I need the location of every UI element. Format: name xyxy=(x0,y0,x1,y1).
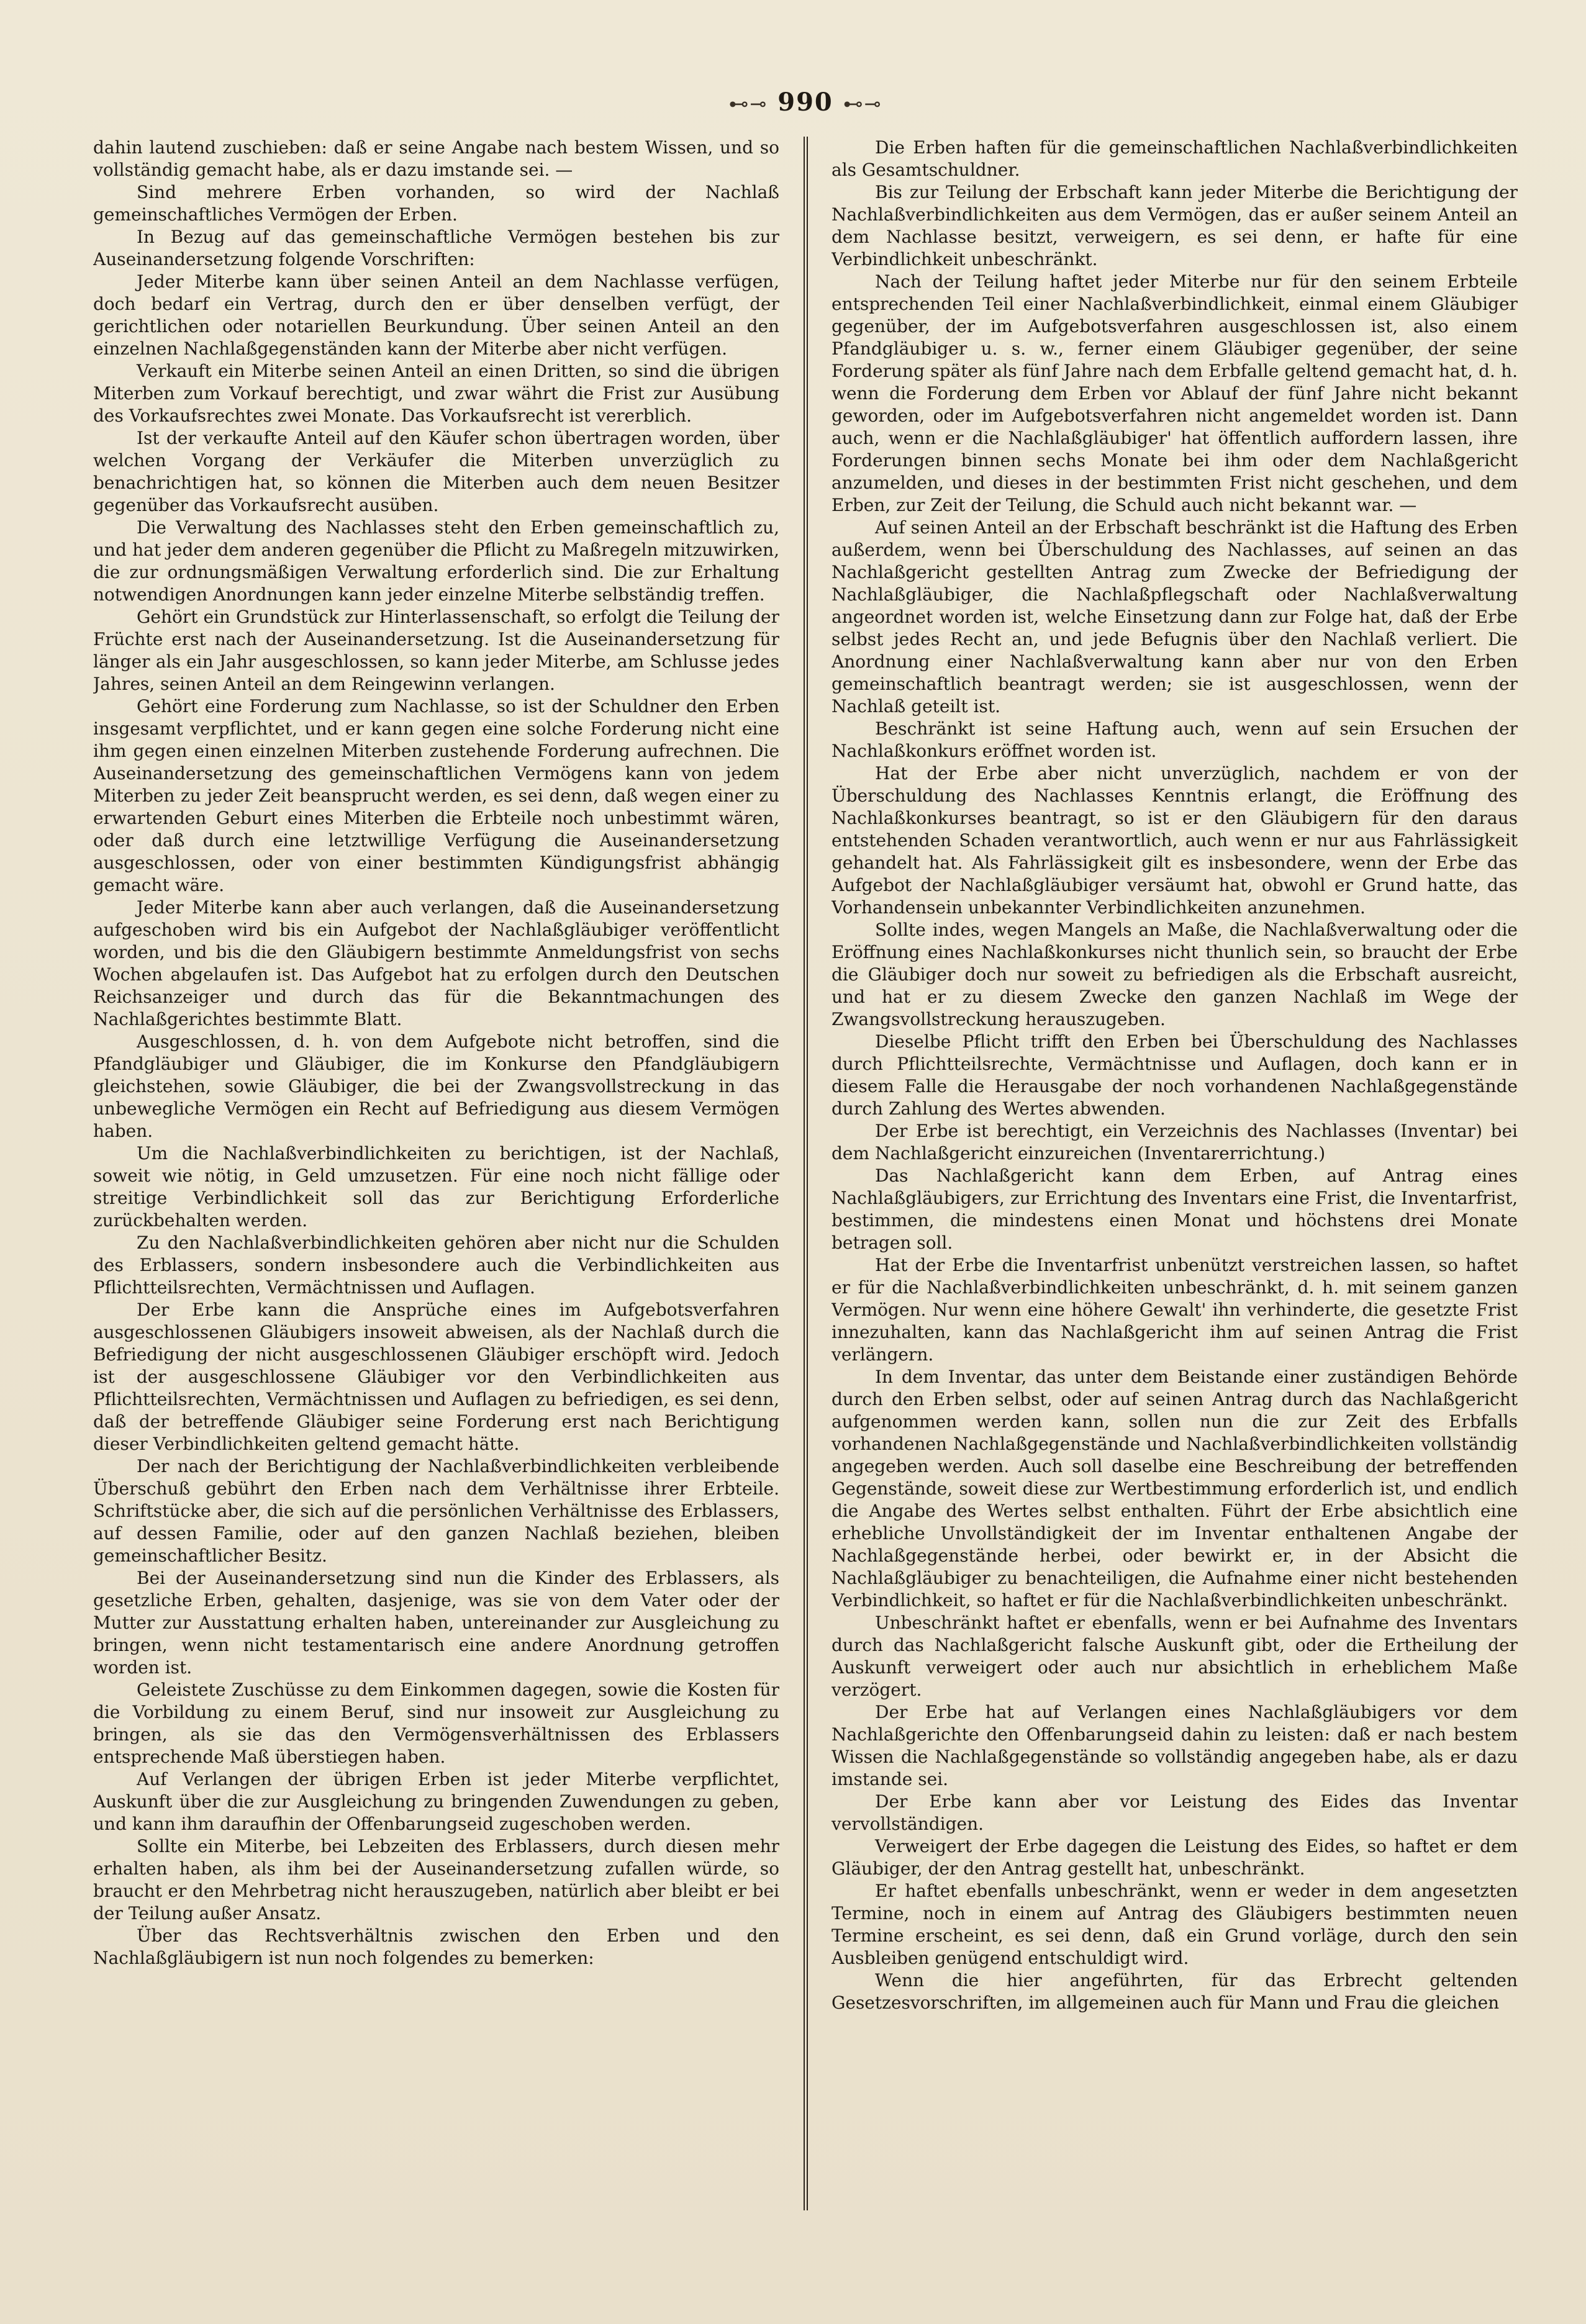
paragraph: Hat der Erbe aber nicht unverzüglich, nachdem er von der Überschuldung des Nachlasses Kenntnis erlangt, die Eröffnung des Nachlaßkonkurses beantragt, so ist er den Gläubigern für den daraus entstehenden Schaden verantwortlich, auch wenn er nur aus Fahrlässigkeit gehandelt hat. Als Fahrlässigkeit gilt es insbesondere, wenn der Erbe das Aufgebot der Nachlaßgläubiger versäumt hat, obwohl er Grund hatte, das Vorhandensein unbekannter Verbindlichkeiten anzunehmen. xyxy=(832,763,1518,918)
paragraph: Der Erbe ist berechtigt, ein Verzeichnis des Nachlasses (Inventar) bei dem Nachlaßgericht einzureichen (Inventarerrichtung.) xyxy=(832,1121,1518,1164)
paragraph: Bei der Auseinandersetzung sind nun die Kinder des Erblassers, als gesetzliche Erben, gehalten, dasjenige, was sie von dem Vater oder der Mutter zur Ausstattung erhalten haben, untereinander zur Ausgleichung zu bringen, wenn nicht testamentarisch eine andere Anordnung getroffen worden ist. xyxy=(93,1568,779,1678)
paragraph: Ausgeschlossen, d. h. von dem Aufgebote nicht betroffen, sind die Pfandgläubiger und Gläubiger, die im Konkurse den Pfandgläubigern gleichstehen, sowie Gläubiger, die bei der Zwangsvollstreckung in das unbewegliche Vermögen ein Recht auf Befriedigung aus diesem Vermögen haben. xyxy=(93,1031,779,1141)
paragraph: Wenn die hier angeführten, für das Erbrecht geltenden Gesetzesvorschriften, im allgemeinen auch für Mann und Frau die gleichen xyxy=(832,1970,1518,2013)
paragraph: Das Nachlaßgericht kann dem Erben, auf Antrag eines Nachlaßgläubigers, zur Errichtung des Inventars eine Frist, die Inventarfrist, bestimmen, die mindestens einen Monat und höchstens drei Monate betragen soll. xyxy=(832,1165,1518,1253)
paragraph: Jeder Miterbe kann aber auch verlangen, daß die Auseinandersetzung aufgeschoben wird bis ein Aufgebot der Nachlaßgläubiger veröffentlicht worden, und bis die den Gläubigern bestimmte Anmeldungsfrist von sechs Wochen abgelaufen ist. Das Aufgebot hat zu erfolgen durch den Deutschen Reichsanzeiger und durch das für die Bekanntmachungen des Nachlaßgerichtes bestimmte Blatt. xyxy=(93,897,779,1029)
paragraph: Über das Rechtsverhältnis zwischen den Erben und den Nachlaßgläubigern ist nun noch folgendes zu bemerken: xyxy=(93,1925,779,1968)
paragraph: Der Erbe kann aber vor Leistung des Eides das Inventar vervollständigen. xyxy=(832,1791,1518,1834)
page-header xyxy=(93,81,1518,124)
text-columns xyxy=(93,137,1518,2210)
paragraph: Um die Nachlaßverbindlichkeiten zu berichtigen, ist der Nachlaß, soweit wie nötig, in Geld umzusetzen. Für eine noch nicht fällige oder streitige Verbindlichkeit soll das zur Berichtigung Erforderliche zurückbehalten werden. xyxy=(93,1143,779,1231)
paragraph: Nach der Teilung haftet jeder Miterbe nur für den seinem Erbteile entsprechenden Teil einer Nachlaßverbindlichkeit, einmal einem Gläubiger gegenüber, der im Aufgebotsverfahren ausgeschlossen ist, also einem Pfandgläubiger u. s. w., ferner einem Gläubiger gegenüber, der seine Forderung später als fünf Jahre nach dem Erbfalle geltend gemacht hat, d. h. wenn die Forderung dem Erben vor Ablauf der fünf Jahre nicht bekannt geworden, oder im Aufgebotsverfahren nicht angemeldet worden ist. Dann auch, wenn er die Nachlaßgläubiger' hat öffentlich auffordern lassen, ihre Forderungen binnen sechs Monate bei ihm oder dem Nachlaßgericht anzumelden, und dieses in der bestimmten Frist nicht geschehen, und dem Erben, zur Zeit der Teilung, die Schuld auch nicht bekannt war. — xyxy=(832,271,1518,515)
paragraph: Auf seinen Anteil an der Erbschaft beschränkt ist die Haftung des Erben außerdem, wenn bei Überschuldung des Nachlasses, auf seinen an das Nachlaßgericht gestellten Antrag zum Zwecke der Befriedigung der Nachlaßgläubiger, die Nachlaßpflegschaft oder Nachlaßverwaltung angeordnet worden ist, welche Einsetzung dann zur Folge hat, daß der Erbe selbst jedes Recht an, und jede Befugnis über den Nachlaß verliert. Die Anordnung einer Nachlaßverwaltung kann aber nur von den Erben gemeinschaftlich beantragt werden; sie ist ausgeschlossen, wenn der Nachlaß geteilt ist. xyxy=(832,517,1518,717)
right-column xyxy=(832,137,1518,2210)
left-ornament-icon: ⊷⊸ xyxy=(728,92,768,115)
paragraph: Die Erben haften für die gemeinschaftlichen Nachlaßverbindlichkeiten als Gesamtschuldner. xyxy=(832,137,1518,180)
paragraph: Zu den Nachlaßverbindlichkeiten gehören aber nicht nur die Schulden des Erblassers, sondern insbesondere auch die Verbindlichkeiten aus Pflichtteilsrechten, Vermächtnissen und Auflagen. xyxy=(93,1232,779,1298)
paragraph: Ist der verkaufte Anteil auf den Käufer schon übertragen worden, über welchen Vorgang der Verkäufer die Miterben unverzüglich zu benachrichtigen hat, so können die Miterben auch dem neuen Besitzer gegenüber das Vorkaufsrecht ausüben. xyxy=(93,428,779,515)
paragraph: Jeder Miterbe kann über seinen Anteil an dem Nachlasse verfügen, doch bedarf ein Vertrag, durch den er über denselben verfügt, der gerichtlichen oder notariellen Beurkundung. Über seinen Anteil an den einzelnen Nachlaßgegenständen kann der Miterbe aber nicht verfügen. xyxy=(93,271,779,359)
paragraph: Auf Verlangen der übrigen Erben ist jeder Miterbe verpflichtet, Auskunft über die zur Ausgleichung zu bringenden Zuwendungen zu geben, und kann ihm daraufhin der Offenbarungseid zugeschoben werden. xyxy=(93,1769,779,1834)
paragraph: Der Erbe kann die Ansprüche eines im Aufgebotsverfahren ausgeschlossenen Gläubigers insoweit abweisen, als der Nachlaß durch die Befriedigung der nicht ausgeschlossenen Gläubiger erschöpft wird. Jedoch ist der ausgeschlossene Gläubiger vor den Verbindlichkeiten aus Pflichtteilsrechten, Vermächtnissen und Auflagen zu befriedigen, es sei denn, daß der betreffende Gläubiger seine Forderung erst nach Berichtigung dieser Verbindlichkeiten geltend gemacht hätte. xyxy=(93,1300,779,1454)
paragraph: Sollte indes, wegen Mangels an Maße, die Nachlaßverwaltung oder die Eröffnung eines Nachlaßkonkurses nicht thunlich sein, so braucht der Erbe die Gläubiger doch nur soweit zu befriedigen als die Erbschaft ausreicht, und hat er zu diesem Zwecke den ganzen Nachlaß im Wege der Zwangsvollstreckung herauszugeben. xyxy=(832,920,1518,1029)
paragraph: Unbeschränkt haftet er ebenfalls, wenn er bei Aufnahme des Inventars durch das Nachlaßgericht falsche Auskunft gibt, oder die Ertheilung der Auskunft verweigert oder auch nur absichtlich in erheblichem Maße verzögert. xyxy=(832,1612,1518,1700)
paragraph: Bis zur Teilung der Erbschaft kann jeder Miterbe die Berichtigung der Nachlaßverbindlichkeiten aus dem Vermögen, das er außer seinem Anteil an dem Nachlasse besitzt, verweigern, es sei denn, er hafte für eine Verbindlichkeit unbeschränkt. xyxy=(832,182,1518,269)
paragraph: Der Erbe hat auf Verlangen eines Nachlaßgläubigers vor dem Nachlaßgerichte den Offenbarungseid dahin zu leisten: daß er nach bestem Wissen die Nachlaßgegenstände so vollständig angegeben habe, als er dazu imstande sei. xyxy=(832,1702,1518,1789)
paragraph: Sollte ein Miterbe, bei Lebzeiten des Erblassers, durch diesen mehr erhalten haben, als ihm bei der Auseinandersetzung zufallen würde, so braucht er den Mehrbetrag nicht herauszugeben, natürlich aber bleibt er bei der Teilung außer Ansatz. xyxy=(93,1836,779,1924)
paragraph: Sind mehrere Erben vorhanden, so wird der Nachlaß gemeinschaftliches Vermögen der Erben. xyxy=(93,182,779,225)
paragraph: Geleistete Zuschüsse zu dem Einkommen dagegen, sowie die Kosten für die Vorbildung zu einem Beruf, sind nur insoweit zur Ausgleichung zu bringen, als sie das den Vermögensverhältnissen des Erblassers entsprechende Maß überstiegen haben. xyxy=(93,1680,779,1767)
paragraph: Gehört eine Forderung zum Nachlasse, so ist der Schuldner den Erben insgesamt verpflichtet, und er kann gegen eine solche Forderung nicht eine ihm gegen einen einzelnen Miterben zustehende Forderung aufrechnen. Die Auseinandersetzung des gemeinschaftlichen Vermögens kann von jedem Miterben zu jeder Zeit beansprucht werden, es sei denn, daß wegen einer zu erwartenden Geburt eines Miterben die Erbteile noch unbestimmt wären, oder daß durch eine letztwillige Verfügung die Auseinandersetzung ausgeschlossen, oder von einer bestimmten Kündigungsfrist abhängig gemacht wäre. xyxy=(93,696,779,895)
paragraph: dahin lautend zuschieben: daß er seine Angabe nach bestem Wissen, und so vollständig gemacht habe, als er dazu imstande sei. — xyxy=(93,137,779,180)
paragraph: Der nach der Berichtigung der Nachlaßverbindlichkeiten verbleibende Überschuß gebührt den Erben nach dem Verhältnisse ihrer Erbteile. Schriftstücke aber, die sich auf die persönlichen Verhältnisse des Erblassers, auf dessen Familie, oder auf den ganzen Nachlaß beziehen, bleiben gemeinschaftlicher Besitz. xyxy=(93,1456,779,1566)
page-number: 990 xyxy=(777,88,833,117)
paragraph: Verweigert der Erbe dagegen die Leistung des Eides, so haftet er dem Gläubiger, der den Antrag gestellt hat, unbeschränkt. xyxy=(832,1836,1518,1879)
left-column xyxy=(93,137,779,2210)
column-divider xyxy=(804,137,808,2210)
paragraph: Verkauft ein Miterbe seinen Anteil an einen Dritten, so sind die übrigen Miterben zum Vorkauf berechtigt, und zwar währt die Frist zur Ausübung des Vorkaufsrechtes zwei Monate. Das Vorkaufsrecht ist vererblich. xyxy=(93,361,779,426)
paragraph: Er haftet ebenfalls unbeschränkt, wenn er weder in dem angesetzten Termine, noch in einem auf Antrag des Gläubigers bestimmten neuen Termine erscheint, es sei denn, daß ein Grund vorläge, durch den sein Ausbleiben genügend entschuldigt wird. xyxy=(832,1881,1518,1968)
paragraph: Beschränkt ist seine Haftung auch, wenn auf sein Ersuchen der Nachlaßkonkurs eröffnet worden ist. xyxy=(832,718,1518,761)
paragraph: Dieselbe Pflicht trifft den Erben bei Überschuldung des Nachlasses durch Pflichtteilsrechte, Vermächtnisse und Auflagen, doch kann er in diesem Falle die Herausgabe der noch vorhandenen Nachlaßgegenstände durch Zahlung des Wertes abwenden. xyxy=(832,1031,1518,1119)
paragraph: In Bezug auf das gemeinschaftliche Vermögen bestehen bis zur Auseinandersetzung folgende Vorschriften: xyxy=(93,227,779,269)
right-ornament-icon: ⊷⊸ xyxy=(843,92,882,115)
paragraph: Hat der Erbe die Inventarfrist unbenützt verstreichen lassen, so haftet er für die Nachlaßverbindlichkeiten unbeschränkt, d. h. mit seinem ganzen Vermögen. Nur wenn eine höhere Gewalt' ihn verhinderte, die gesetzte Frist innezuhalten, kann das Nachlaßgericht ihm auf seinen Antrag die Frist verlängern. xyxy=(832,1255,1518,1365)
paragraph: Die Verwaltung des Nachlasses steht den Erben gemeinschaftlich zu, und hat jeder dem anderen gegenüber die Pflicht zu Maßregeln mitzuwirken, die zur ordnungsmäßigen Verwaltung erforderlich sind. Die zur Erhaltung notwendigen Anordnungen kann jeder einzelne Miterbe selbständig treffen. xyxy=(93,517,779,605)
paragraph: In dem Inventar, das unter dem Beistande einer zuständigen Behörde durch den Erben selbst, oder auf seinen Antrag durch das Nachlaßgericht aufgenommen werden kann, sollen nun die zur Zeit des Erbfalls vorhandenen Nachlaßgegenstände und Nachlaßverbindlichkeiten vollständig angegeben werden. Auch soll daselbe eine Beschreibung der betreffenden Gegenstände, soweit diese zur Wertbestimmung erforderlich ist, und endlich die Angabe des Wertes selbst enthalten. Führt der Erbe absichtlich eine erhebliche Unvollständigkeit der im Inventar enthaltenen Angabe der Nachlaßgegenstände herbei, oder bewirkt er, in der Absicht die Nachlaßgläubiger zu benachteiligen, die Aufnahme einer nicht bestehenden Verbindlichkeit, so haftet er für die Nachlaßverbindlichkeiten unbeschränkt. xyxy=(832,1367,1518,1611)
paragraph: Gehört ein Grundstück zur Hinterlassenschaft, so erfolgt die Teilung der Früchte erst nach der Auseinandersetzung. Ist die Auseinandersetzung für länger als ein Jahr ausgeschlossen, so kann jeder Miterbe, am Schlusse jedes Jahres, seinen Anteil an dem Reingewinn verlangen. xyxy=(93,607,779,694)
